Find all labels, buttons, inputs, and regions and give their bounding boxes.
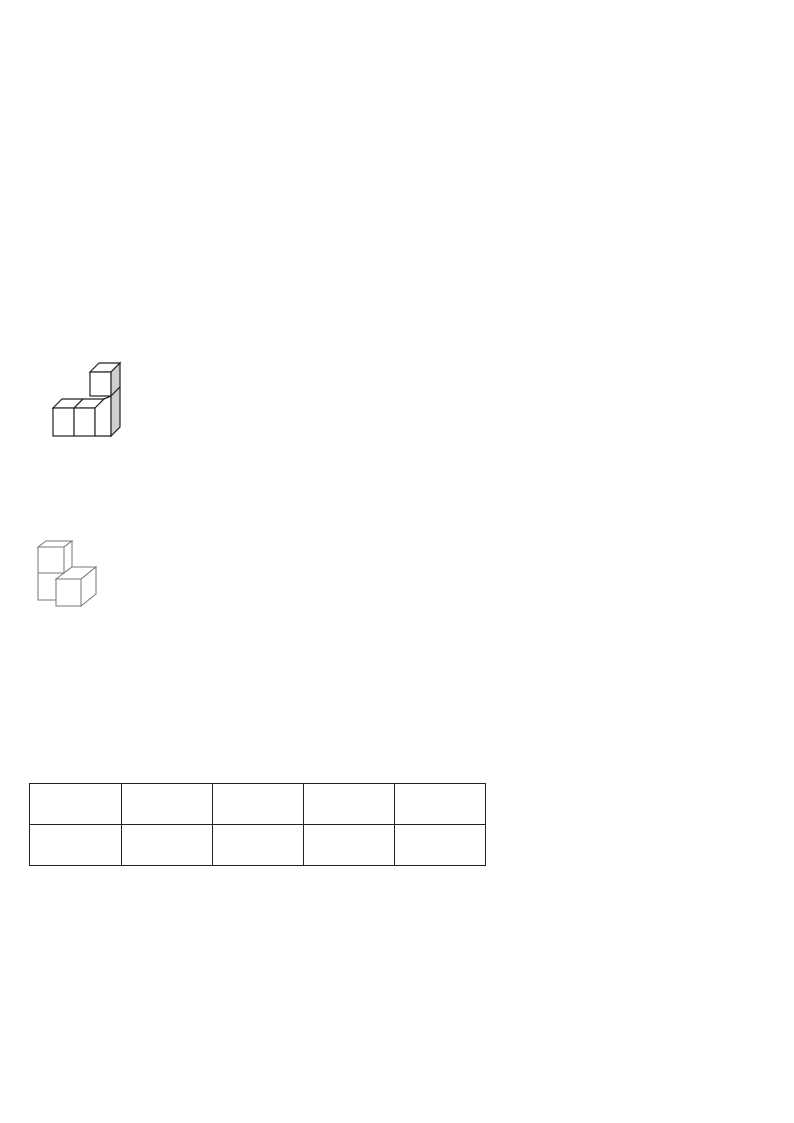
table-header-cell (304, 784, 395, 825)
table-header-cell (30, 784, 122, 825)
table-row (30, 825, 486, 866)
table-header-row (30, 784, 486, 825)
table-header-cell (122, 784, 213, 825)
table-cell (122, 825, 213, 866)
table-header-cell (395, 784, 486, 825)
tree-planting-table (29, 783, 486, 866)
table-cell (304, 825, 395, 866)
table-header-cell (213, 784, 304, 825)
table-row-label (30, 825, 122, 866)
table-cell (213, 825, 304, 866)
table-cell (395, 825, 486, 866)
